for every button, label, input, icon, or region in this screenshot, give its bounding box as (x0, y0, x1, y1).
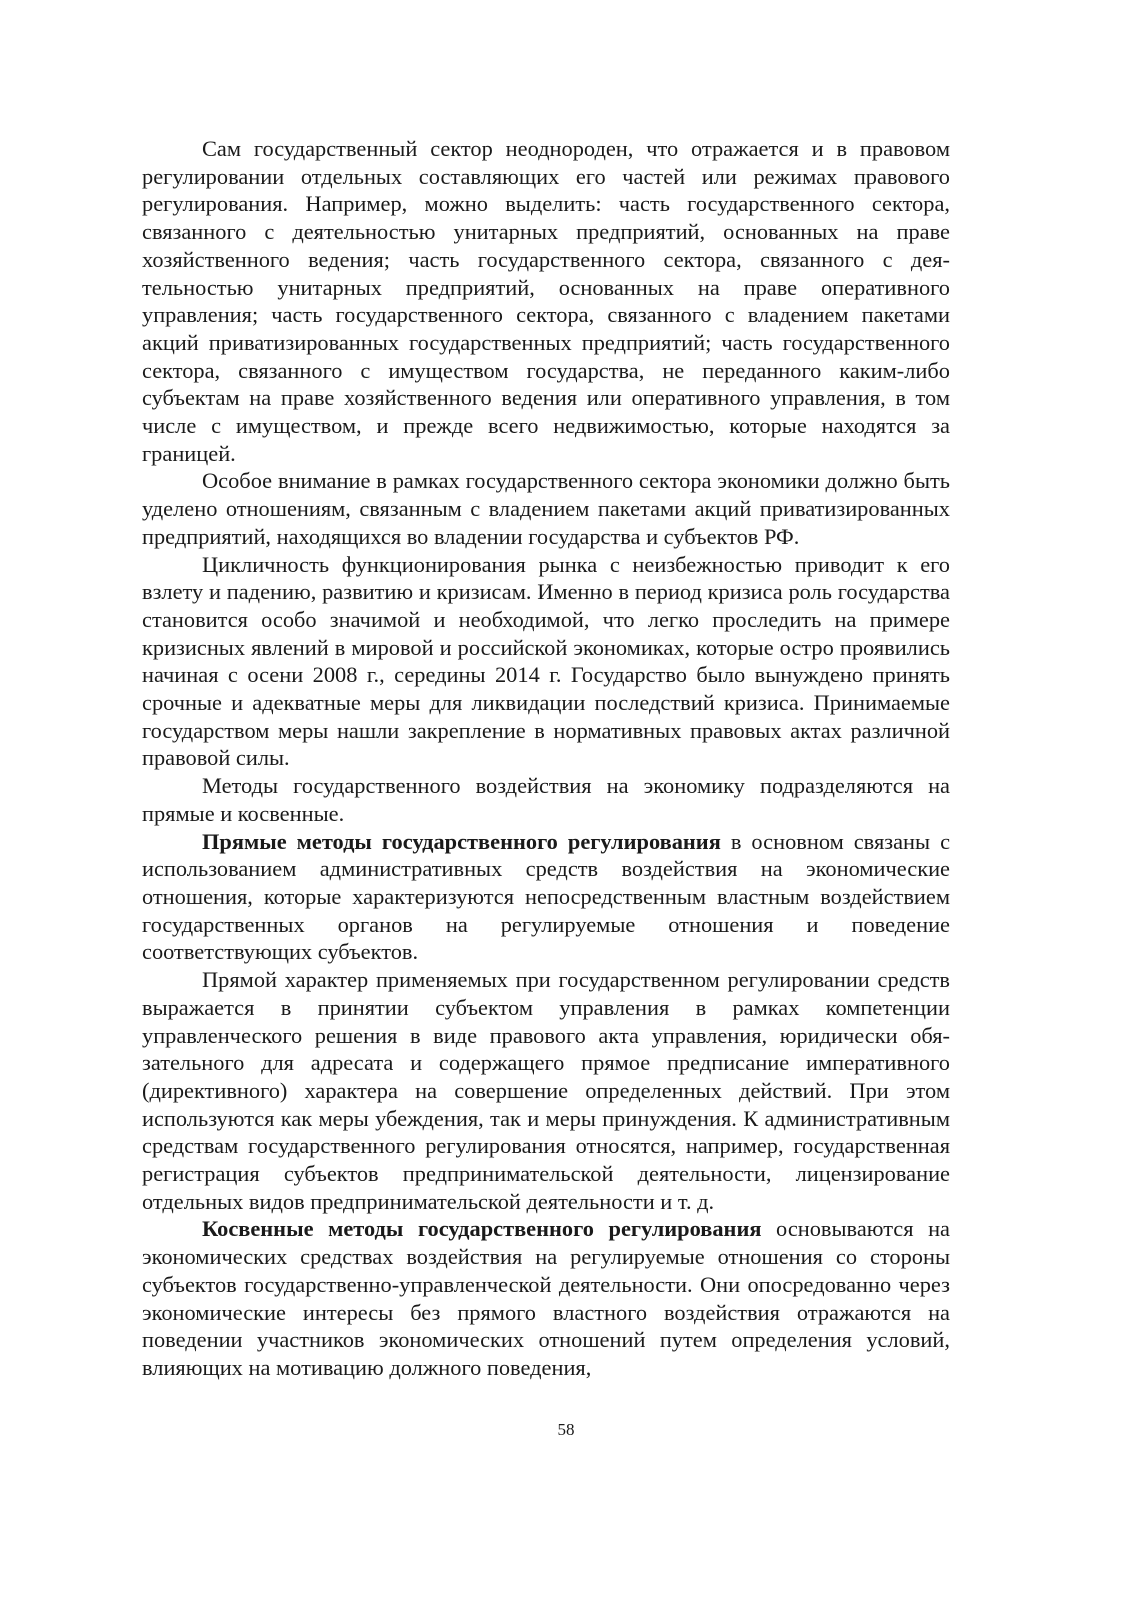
paragraph-4 (142, 772, 950, 827)
paragraph-2 (142, 467, 950, 550)
paragraph-3-text: Цикличность функционирования рынка с неизбежностью приводит к его взлету и падению, развитию и кризисам. Именно в период кризиса роль государства становится особо значимой и необходимой, что легко проследить на примере кризисных явлений в мировой и российской экономиках, которые остро проявились начиная с осени 2008 г., середины 2014 г. Государство было вынуждено принять срочные и адекватные меры для ликвидации последствий кризиса. Принимаемые государством меры нашли закрепление в нормативных правовых актах различной правовой силы. (142, 551, 950, 771)
paragraph-3 (142, 551, 950, 773)
paragraph-1 (142, 135, 950, 467)
body-text (142, 135, 950, 1382)
paragraph-1-text: Сам государственный сектор неоднороден, что отражается и в правовом регулировании отдельных составляющих его частей или режимах правового регулирования. Например, можно выделить: часть государственного сектора, связанного с деятельностью унитарных предприятий, основанных на праве хозяйственного ведения; часть государственного сектора, связанного с деятельностью унитарных предприятий, основанных на праве оперативного управления; часть государственного сектора, связанного с владением пакетами акций приватизированных государственных предприятий; часть государственного сектора, связанного с имуществом государства, не переданного каким-либо субъектам на праве хозяйственного ведения или оперативного управления, в том числе с имуществом, и прежде всего недвижимостью, которые находятся за границей. (142, 136, 950, 466)
paragraph-7-bold: Косвенные методы государственного регулирования (202, 1216, 762, 1242)
page-number: 58 (557, 1420, 575, 1439)
paragraph-5 (142, 828, 950, 967)
paragraph-6-text: Прямой характер применяемых при государственном регулировании средств выражается в принятии субъектом управления в рамках компетенции управленческого решения в виде правового акта управления, юридически обязательного для адресата и содержащего прямое предписание императивного (директивного) характера на совершение определенных действий. При этом используются как меры убеждения, так и меры принуждения. К административным средствам государственного регулирования относятся, например, государственная регистрация субъектов предпринимательской деятельности, лицензирование отдельных видов предпринимательской деятельности и т. д. (142, 967, 950, 1214)
paragraph-7 (142, 1215, 950, 1381)
paragraph-7-text: основываются на экономических средствах воздействия на регулируемые отношения со стороны субъектов государственно-управленческой деятельности. Они опосредованно через экономические интересы без прямого властного воздействия отражаются на поведении участников экономических отношений путем определения условий, влияющих на мотивацию должного поведения, (142, 1216, 950, 1380)
paragraph-6 (142, 966, 950, 1215)
paragraph-4-text: Методы государственного воздействия на экономику подразделяются на прямые и косвенные. (142, 773, 950, 826)
paragraph-2-text: Особое внимание в рамках государственного сектора экономики должно быть уделено отношениям, связанным с владением пакетами акций приватизированных предприятий, находящихся во владении государства и субъектов РФ. (142, 468, 950, 549)
paragraph-5-text: в основном связаны с использованием административных средств воздействия на экономические отношения, которые характеризуются непосредственным властным воздействием государственных органов на регулируемые отношения и поведение соответствующих субъектов. (142, 828, 951, 965)
paragraph-5-bold: Прямые методы государственного регулирования (202, 828, 721, 854)
